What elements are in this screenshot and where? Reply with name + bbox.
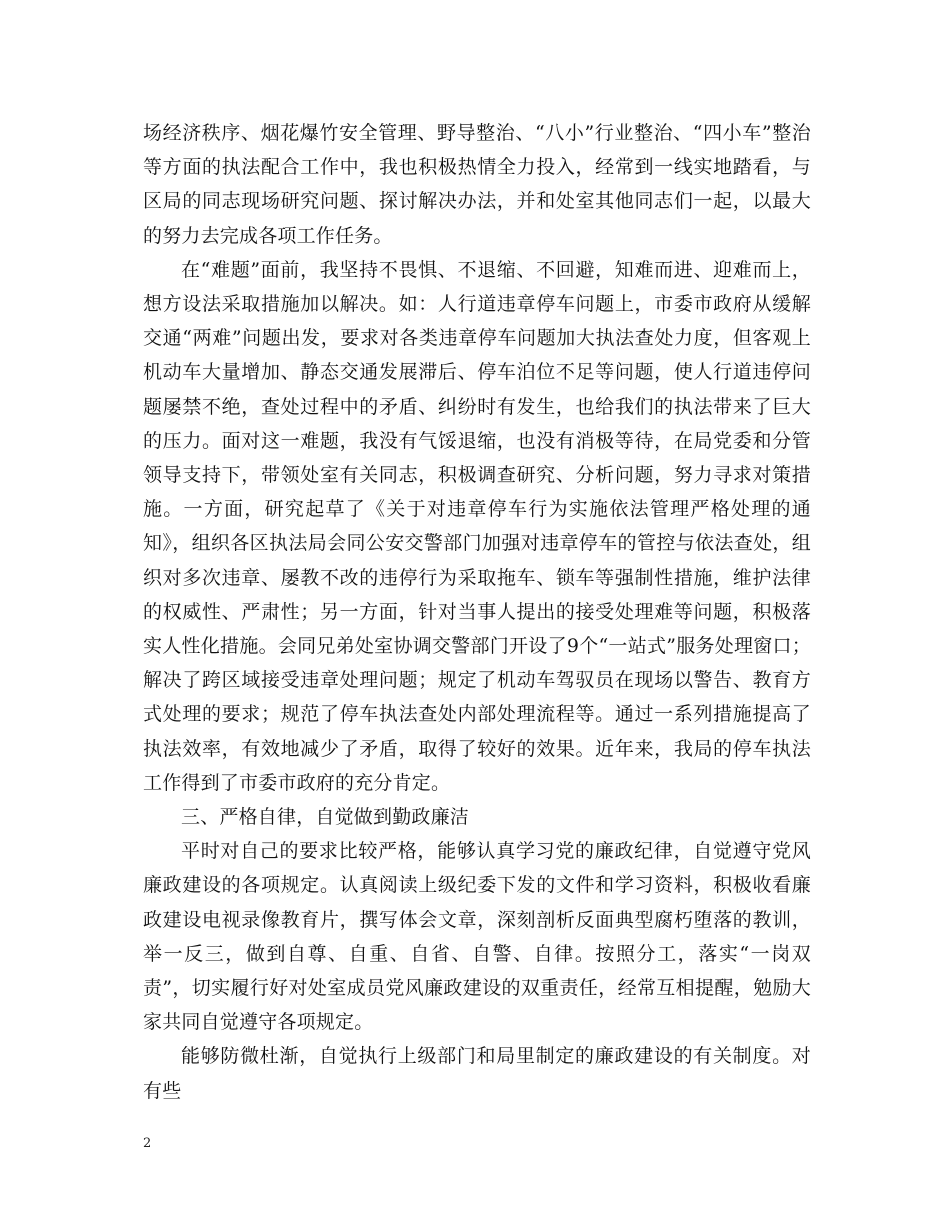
paragraph-3: 平时对自己的要求比较严格，能够认真学习党的廉政纪律，自觉遵守党风廉政建设的各项规定。认真阅读上级纪委下发的文件和学习资料，积极收看廉政建设电视录像教育片，撰写体会文章，深刻剖析反面典型腐朽堕落的教训，举一反三，做到自尊、自重、自省、自警、自律。按照分工，落实“一岗双责”，切实履行好对处室成员党风廉政建设的双重责任，经常互相提醒，勉励大家共同自觉遵守各项规定。 xyxy=(143,840,811,1034)
paragraph-1: 场经济秩序、烟花爆竹安全管理、野导整治、“八小”行业整治、“四小车”整治等方面的执法配合工作中，我也积极热情全力投入，经常到一线实地踏看，与区局的同志现场研究问题、探讨解决办法，并和处室其他同志们一起，以最大的努力去完成各项工作任务。 xyxy=(143,122,811,247)
page-number: 2 xyxy=(143,1136,152,1151)
paragraph-2: 在“难题”面前，我坚持不畏惧、不退缩、不回避，知难而进、迎难而上，想方设法采取措施加以解决。如：人行道违章停车问题上，市委市政府从缓解交通“两难”问题出发，要求对各类违章停车问题加大执法查处力度，但客观上机动车大量增加、静态交通发展滞后、停车泊位不足等问题，使人行道违停问题屡禁不绝，查处过程中的矛盾、纠纷时有发生，也给我们的执法带来了巨大的压力。面对这一难题，我没有气馁退缩，也没有消极等待，在局党委和分管领导支持下，带领处室有关同志，积极调查研究、分析问题，努力寻求对策措施。一方面，研究起草了《关于对违章停车行为实施依法管理严格处理的通知》，组织各区执法局会同公安交警部门加强对违章停车的管控与依法查处，组织对多次违章、屡教不改的违停行为采取拖车、锁车等强制性措施，维护法律的权威性、严肃性；另一方面，针对当事人提出的接受处理难等问题，积极落实人性化措施。会同兄弟处室协调交警部门开设了9个“一站式”服务处理窗口；解决了跨区域接受违章处理问题；规定了机动车驾驭员在现场以警告、教育方式处理的要求；规范了停车执法查处内部处理流程等。通过一系列措施提高了执法效率，有效地减少了矛盾，取得了较好的效果。近年来，我局的停车执法工作得到了市委市政府的充分肯定。 xyxy=(143,258,811,794)
paragraph-4: 能够防微杜渐，自觉执行上级部门和局里制定的廉政建设的有关制度。对有些 xyxy=(143,1045,811,1102)
section-heading: 三、严格自律，自觉做到勤政廉洁 xyxy=(181,806,470,829)
document-body xyxy=(143,116,811,1108)
